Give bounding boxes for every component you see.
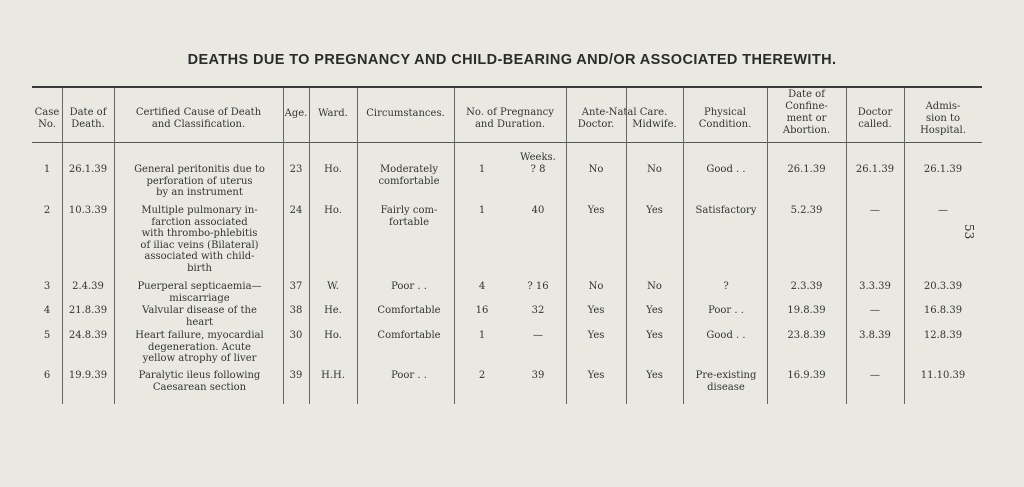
row-pregnancy-no: 1 — [478, 330, 486, 341]
row-admission: 11.10.39 — [920, 370, 966, 381]
header-confinement: Abortion. — [782, 125, 831, 136]
row-pregnancy-no: 4 — [478, 281, 486, 292]
header-rule — [32, 142, 982, 143]
row-midwife: Yes — [646, 330, 663, 341]
header-case-no: Case — [34, 107, 60, 118]
row-pregnancy-no: 16 — [475, 305, 489, 316]
row-circumstances: Comfortable — [377, 305, 441, 316]
header-cause: and Classification. — [151, 119, 246, 130]
row-cause: farction associated — [151, 216, 248, 228]
column-separator — [357, 88, 358, 404]
header-ante-natal: Ante-Natal Care. — [581, 107, 668, 118]
row-cause: Caesarean section — [152, 381, 247, 393]
top-rule — [32, 86, 982, 88]
page-number: 53 — [962, 224, 976, 240]
row-cause: Multiple pulmonary in- — [141, 205, 258, 216]
row-ward: W. — [327, 281, 339, 292]
row-doctor: No — [588, 281, 604, 292]
row-circumstances: Comfortable — [377, 330, 441, 341]
row-doctor: Yes — [587, 205, 605, 216]
row-case-no: 3 — [43, 281, 51, 292]
row-date-of-death: 10.3.39 — [68, 205, 108, 216]
column-separator — [566, 88, 567, 404]
row-cause: miscarriage — [169, 292, 230, 304]
column-separator — [767, 88, 768, 404]
column-separator — [683, 88, 684, 404]
row-case-no: 6 — [43, 370, 51, 381]
row-duration: — — [533, 330, 543, 341]
row-admission: 16.8.39 — [923, 305, 963, 316]
row-circumstances: Moderately — [379, 164, 439, 175]
header-confinement: ment or — [786, 113, 827, 124]
row-duration: ? 8 — [530, 164, 546, 175]
row-doctor-called: — — [870, 305, 880, 316]
column-separator — [309, 88, 310, 404]
header-doctor: Doctor. — [577, 119, 615, 130]
row-date-of-death: 2.4.39 — [72, 281, 104, 292]
row-doctor-called: 3.3.39 — [859, 281, 891, 292]
header-pregnancy: and Duration. — [474, 119, 546, 130]
row-cause: degeneration. Acute — [148, 341, 251, 353]
row-doctor-called: 26.1.39 — [855, 164, 895, 175]
row-midwife: No — [647, 164, 662, 175]
row-cause: yellow atrophy of liver — [142, 353, 257, 364]
row-date-of-death: 19.9.39 — [68, 370, 108, 381]
header-date-of-death: Date of — [69, 107, 107, 118]
row-admission: 12.8.39 — [923, 330, 963, 341]
row-cause: by an instrument — [156, 187, 243, 198]
row-circumstances: Fairly com- — [380, 205, 438, 216]
row-circumstances: Poor . . — [391, 370, 427, 381]
header-cause: Certified Cause of Death — [135, 107, 262, 118]
row-admission: — — [938, 205, 948, 216]
header-physical: Physical — [704, 107, 746, 118]
row-doctor-called: 3.8.39 — [859, 330, 891, 341]
row-confinement: 5.2.39 — [790, 205, 823, 216]
row-confinement: 19.8.39 — [787, 305, 826, 316]
header-pregnancy: No. of Pregnancy — [466, 107, 554, 118]
row-circumstances: Poor . . — [391, 281, 427, 292]
column-separator — [283, 88, 284, 404]
row-doctor: Yes — [587, 330, 605, 341]
column-separator — [62, 88, 63, 404]
page-title: DEATHS DUE TO PREGNANCY AND CHILD-BEARING AND/OR ASSOCIATED THEREWITH. — [187, 52, 837, 68]
header-doctor-called: Doctor — [857, 107, 893, 118]
row-physical: disease — [707, 381, 745, 393]
header-midwife: Midwife. — [632, 119, 677, 130]
row-date-of-death: 26.1.39 — [68, 164, 108, 175]
row-duration: ? 16 — [527, 281, 549, 292]
row-cause: perforation of uterus — [146, 175, 253, 187]
row-case-no: 2 — [43, 205, 51, 216]
row-doctor: No — [588, 164, 604, 175]
row-cause: with thrombo-phlebitis — [141, 228, 258, 239]
row-age: 38 — [289, 305, 303, 316]
row-date-of-death: 24.8.39 — [68, 330, 108, 341]
row-age: 23 — [289, 164, 303, 175]
row-age: 37 — [289, 281, 303, 292]
row-doctor-called: — — [870, 205, 880, 216]
row-midwife: Yes — [646, 305, 663, 316]
row-physical: Poor . . — [708, 305, 744, 316]
row-cause: Paralytic ileus following — [138, 370, 261, 381]
header-admission: sion to — [925, 113, 960, 124]
row-physical: Satisfactory — [695, 205, 757, 216]
row-pregnancy-no: 1 — [478, 164, 486, 175]
row-circumstances: comfortable — [378, 175, 440, 187]
header-ward: Ward. — [318, 108, 348, 119]
row-cause: heart — [185, 316, 214, 328]
row-ward: He. — [324, 305, 342, 316]
row-cause: Puerperal septicaemia— — [137, 281, 262, 292]
row-midwife: Yes — [646, 370, 663, 381]
header-physical: Condition. — [698, 119, 752, 130]
header-admission: Hospital. — [920, 125, 966, 136]
row-cause: Heart failure, myocardial — [135, 330, 264, 341]
row-ward: Ho. — [324, 164, 342, 175]
row-confinement: 16.9.39 — [787, 370, 826, 381]
row-physical: Good . . — [706, 164, 746, 175]
row-duration: 32 — [531, 305, 545, 316]
column-separator — [846, 88, 847, 404]
row-physical: ? — [723, 281, 729, 292]
row-admission: 26.1.39 — [923, 164, 963, 175]
row-duration: 39 — [531, 370, 545, 381]
header-age: Age. — [284, 108, 308, 119]
header-case-no: No. — [38, 119, 56, 130]
column-separator — [904, 88, 905, 404]
row-midwife: No — [647, 281, 662, 292]
row-pregnancy-no: 1 — [478, 205, 486, 216]
row-case-no: 5 — [43, 330, 51, 341]
row-circumstances: fortable — [389, 216, 429, 228]
header-admission: Admis- — [925, 101, 961, 112]
header-confinement: Confine- — [785, 101, 828, 112]
row-case-no: 1 — [43, 164, 51, 175]
weeks-label: Weeks. — [520, 152, 556, 163]
row-ward: Ho. — [324, 330, 342, 341]
column-separator — [454, 88, 455, 404]
column-separator — [114, 88, 115, 404]
row-age: 30 — [289, 330, 303, 341]
row-ward: H.H. — [321, 370, 345, 381]
row-admission: 20.3.39 — [923, 281, 963, 292]
column-separator — [626, 88, 627, 404]
row-confinement: 23.8.39 — [787, 330, 826, 341]
row-doctor: Yes — [587, 305, 605, 316]
row-cause: Valvular disease of the — [142, 305, 257, 316]
row-doctor-called: — — [870, 370, 880, 381]
row-cause: of iliac veins (Bilateral) — [140, 239, 259, 251]
row-cause: associated with child- — [144, 251, 255, 262]
row-doctor: Yes — [587, 370, 605, 381]
row-case-no: 4 — [43, 305, 51, 316]
row-duration: 40 — [531, 205, 545, 216]
row-midwife: Yes — [646, 205, 663, 216]
header-doctor-called: called. — [858, 119, 892, 130]
row-cause: General peritonitis due to — [134, 164, 265, 175]
row-pregnancy-no: 2 — [478, 370, 486, 381]
row-physical: Pre-existing — [695, 370, 757, 381]
row-confinement: 26.1.39 — [787, 164, 826, 175]
header-confinement: Date of — [788, 89, 825, 100]
row-cause: birth — [187, 262, 212, 274]
header-circumstances: Circumstances. — [366, 108, 445, 119]
row-age: 39 — [289, 370, 303, 381]
row-date-of-death: 21.8.39 — [68, 305, 108, 316]
row-age: 24 — [289, 205, 303, 216]
row-confinement: 2.3.39 — [790, 281, 823, 292]
header-date-of-death: Death. — [71, 119, 105, 130]
row-physical: Good . . — [706, 330, 746, 341]
row-ward: Ho. — [324, 205, 342, 216]
